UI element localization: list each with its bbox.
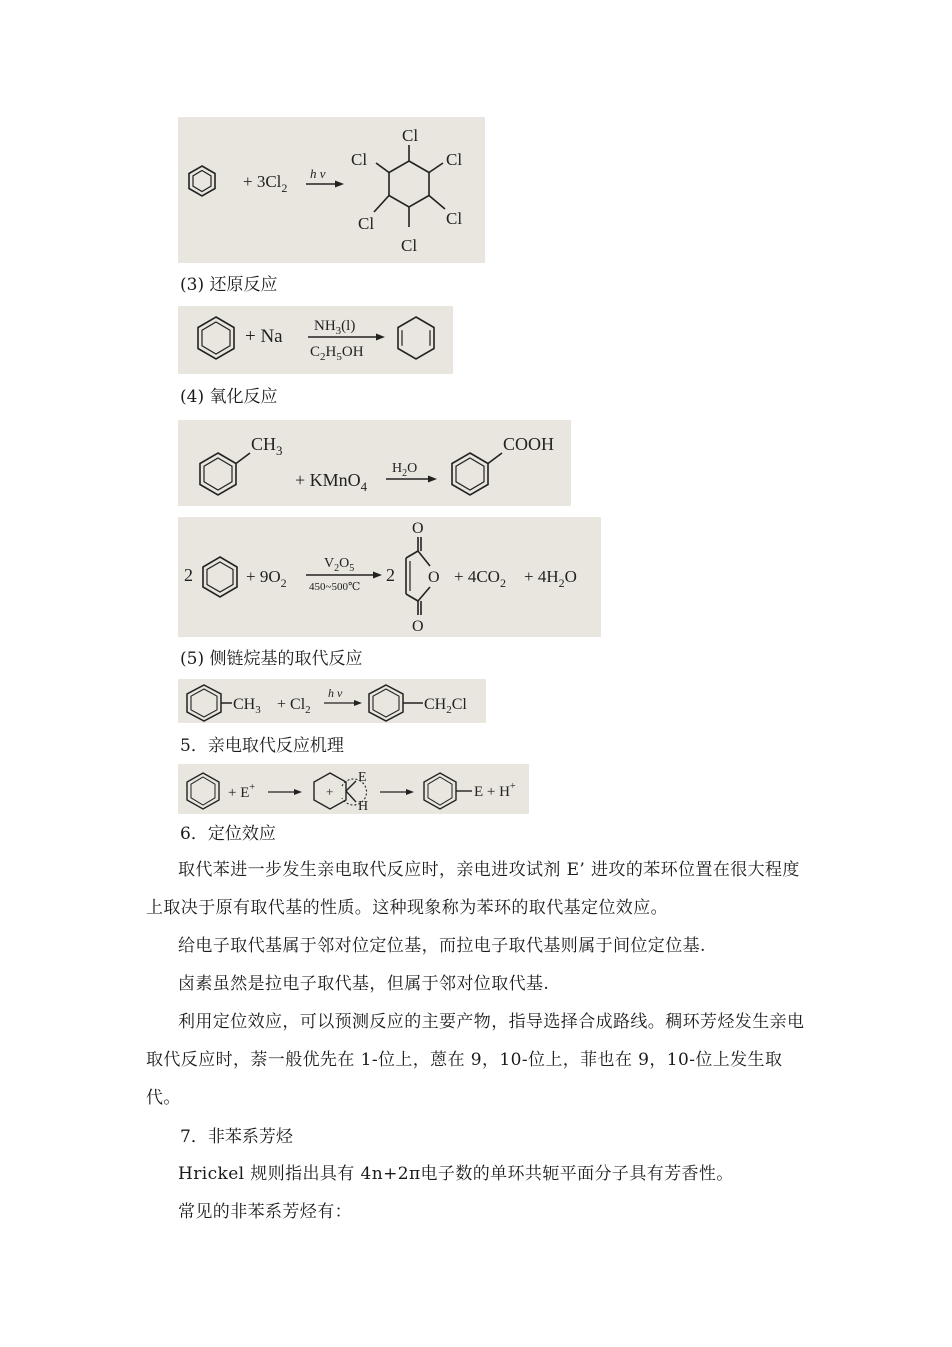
- product-coefficient: 2: [386, 565, 395, 585]
- paragraph-common-examples: 常见的非苯系芳烃有：: [178, 1202, 352, 1222]
- figure-reduction: [178, 306, 453, 374]
- cl-label-lower-right: Cl: [446, 209, 463, 228]
- byproduct-co2: + $4CO_2$: [454, 567, 506, 590]
- product-e: E + H+: [474, 781, 516, 800]
- reduction-diagram: [178, 306, 453, 374]
- paragraph-donating-groups: 给电子取代基属于邻对位定位基，而拉电子取代基则属于间位定位基.: [178, 936, 706, 956]
- benzene-ring-icon: [187, 773, 219, 809]
- electrophile: + E+: [228, 782, 256, 801]
- sigma-complex-e: E: [358, 770, 367, 785]
- hexachlorocyclohexane-ring: [374, 145, 445, 227]
- sigma-complex-h: H: [358, 799, 369, 814]
- paragraph-halogens: 卤素虽然是拉电子取代基，但属于邻对位取代基.: [178, 974, 550, 994]
- byproduct-h2o: + $4H_2O$: [524, 567, 577, 590]
- mechanism-diagram: [178, 764, 529, 814]
- methyl-group: $CH_3$: [233, 696, 261, 716]
- paragraph-fused-rings: 利用定位效应，可以预测反应的主要产物，指导选择合成路线。稠环芳烃发生亲电取代反应时，萘一般优先在 1-位上，蒽在 9，10-位上，菲也在 9，10-位上发生取代。: [146, 1012, 805, 1108]
- figure-chlorination: [178, 117, 485, 263]
- cl-label-upper-right: Cl: [446, 150, 463, 169]
- ring-oxygen: O: [428, 569, 440, 586]
- heading-non-benzenoid: 7．非苯系芳烃: [180, 1127, 293, 1147]
- temperature-range: 450~500℃: [309, 581, 361, 593]
- benzene-oxidation-diagram: [178, 517, 601, 637]
- carbonyl-o-top: O: [412, 520, 424, 537]
- heading-oxidation: (4) 氧化反应: [180, 387, 278, 407]
- methyl-group: $CH_3$: [251, 434, 283, 458]
- heading-reduction: (3) 还原反应: [180, 275, 278, 295]
- benzene-ring-icon: [203, 557, 237, 597]
- cl-label-bottom: Cl: [401, 236, 418, 255]
- carbonyl-o-bottom: O: [412, 618, 424, 635]
- figure-oxidation-benzene: [178, 517, 601, 637]
- heading-side-chain: (5) 侧链烷基的取代反应: [180, 649, 363, 669]
- reagent-nh3: $NH_3(l)$: [314, 318, 356, 337]
- reagent-kmno4: + KMnO$_4$: [295, 470, 368, 494]
- carboxyl-group: COOH: [503, 434, 555, 454]
- figure-mechanism: [178, 764, 529, 814]
- cyclohexadiene-ring-icon: [398, 317, 434, 359]
- substituted-benzene-icon: [424, 773, 472, 809]
- reagent-cl2: + $Cl_2$: [277, 696, 311, 716]
- cl-label-lower-left: Cl: [358, 214, 375, 233]
- condition-water: $H_2O$: [392, 461, 418, 479]
- chlorination-diagram: [178, 117, 485, 263]
- condition-hv: h v: [328, 686, 343, 700]
- side-chain-diagram: [178, 679, 486, 723]
- toluene-ring-icon: [187, 685, 232, 721]
- cl-label-top: Cl: [402, 126, 419, 145]
- chloromethyl-group: $CH_2Cl$: [424, 696, 467, 716]
- reagent-ethanol: $C_2H_5OH$: [310, 344, 364, 363]
- benzene-ring-icon: [189, 166, 215, 196]
- reagent-cl2: + $3Cl_2$: [243, 172, 288, 195]
- benzoic-acid-ring-icon: [452, 453, 502, 495]
- paragraph-orientation-definition: 取代苯进一步发生亲电取代反应时，亲电进攻试剂 E’ 进攻的苯环位置在很大程度上取决于原有取代基的性质。这种现象称为苯环的取代基定位效应。: [146, 860, 800, 918]
- figure-oxidation-toluene: [178, 420, 571, 506]
- toluene-oxidation-diagram: [178, 420, 571, 506]
- coefficient-2: 2: [184, 565, 193, 585]
- toluene-ring-icon: [200, 453, 250, 495]
- heading-mechanism: 5．亲电取代反应机理: [180, 736, 344, 756]
- cl-label-upper-left: Cl: [351, 150, 368, 169]
- figure-side-chain: [178, 679, 486, 723]
- catalyst-v2o5: $V_2O_5$: [324, 556, 355, 574]
- maleic-anhydride-ring-icon: [406, 537, 430, 615]
- benzene-ring-icon: [198, 317, 234, 359]
- reagent-na: + Na: [245, 326, 283, 347]
- benzyl-chloride-ring-icon: [369, 685, 423, 721]
- condition-hv: h v: [310, 166, 326, 181]
- heading-orientation: 6．定位效应: [180, 824, 276, 844]
- sigma-complex-charge: +: [326, 784, 334, 799]
- reagent-o2: + $9O_2$: [246, 567, 287, 590]
- paragraph-huckel-rule: Hrickel 规则指出具有 4n+2π电子数的单环共轭平面分子具有芳香性。: [178, 1164, 734, 1184]
